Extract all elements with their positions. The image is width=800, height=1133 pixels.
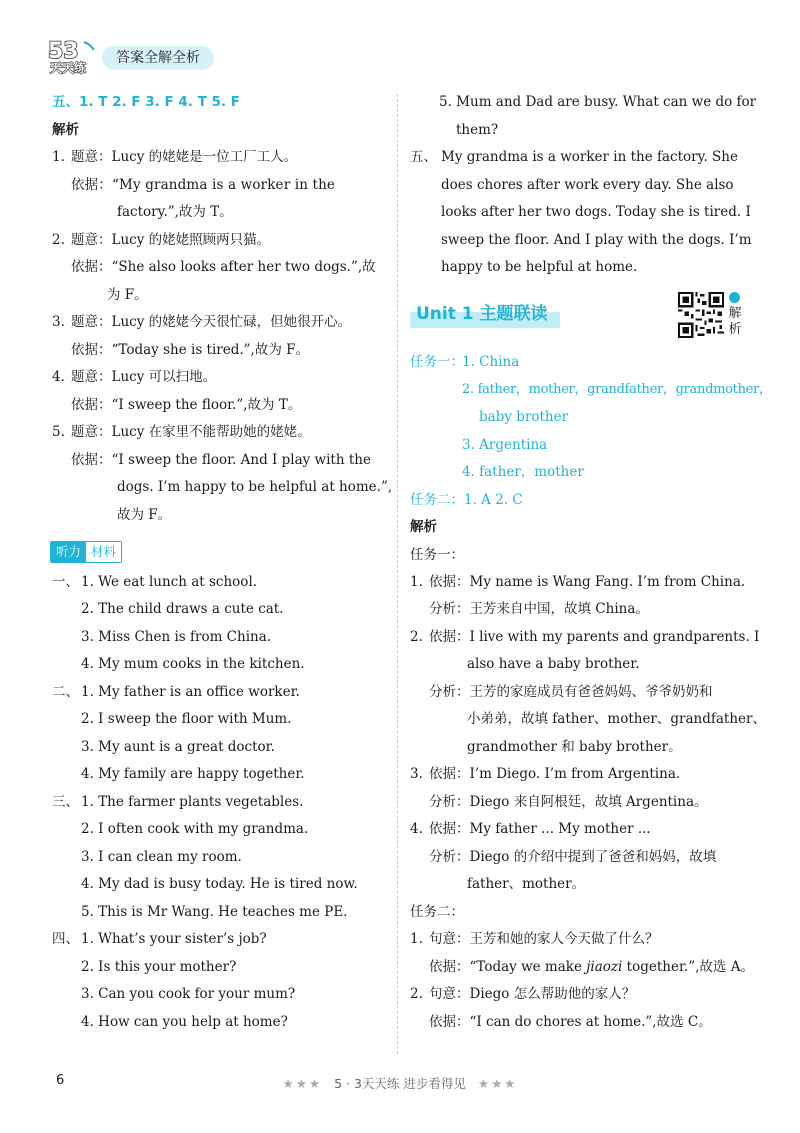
item-basis-cont: factory.”,故为 T。: [117, 204, 233, 220]
item-basis: 依据：“She also looks after her two dogs.”,故: [71, 259, 376, 275]
footer-text: 5 · 3天天练 进步看得见: [334, 1076, 466, 1091]
page-number: 6: [56, 1073, 65, 1088]
item-number: 5.: [52, 424, 65, 440]
item-number: 3.: [52, 314, 65, 330]
listening-line: them?: [456, 122, 499, 138]
listening-line: 2. I often cook with my grandma.: [81, 821, 309, 837]
item-analysis-cont: 小弟弟，故填 father、mother、grandfather、: [467, 711, 766, 727]
basis-italic: jiaozi: [586, 959, 623, 975]
section-label: 三、: [52, 794, 79, 810]
listening-line: 4. My family are happy together.: [81, 766, 305, 782]
section-label: 四、: [52, 931, 79, 947]
passage-line: happy to be helpful at home.: [441, 259, 638, 275]
passage-line: sweep the floor. And I play with the dogs. I’m: [441, 232, 752, 248]
item-basis: 依据：“I sweep the floor. And I play with the: [71, 452, 371, 468]
footer-slogan: [0, 1074, 800, 1092]
passage-line: My grandma is a worker in the factory. She: [441, 149, 738, 165]
footer-stars-right: ★★★: [477, 1076, 518, 1091]
item-analysis: 分析：Diego 来自阿根廷，故填 Argentina。: [429, 794, 708, 810]
analysis-heading: 解析: [52, 122, 79, 138]
item-number: 2.: [410, 986, 423, 1002]
item-meaning: 题意：Lucy 可以扫地。: [71, 369, 217, 385]
listening-material-tag: [50, 541, 122, 563]
item-number: 4.: [410, 821, 423, 837]
listening-line: 3. Miss Chen is from China.: [81, 629, 272, 645]
basis-suffix: together.”,故选 A。: [622, 959, 754, 975]
task-heading: 任务二：: [410, 904, 464, 920]
listening-line: 2. The child draws a cute cat.: [81, 601, 284, 617]
item-number: 1.: [52, 149, 65, 165]
item-analysis: 分析：王芳的家庭成员有爸爸妈妈、爷爷奶奶和: [429, 684, 713, 700]
listening-line: 3. My aunt is a great doctor.: [81, 739, 275, 755]
item-number: 2.: [410, 629, 423, 645]
item-basis: 依据：My name is Wang Fang. I’m from China.: [429, 574, 746, 590]
item-number: 1.: [410, 574, 423, 590]
listening-line: 3. I can clean my room.: [81, 849, 242, 865]
item-analysis-cont: father、mother。: [467, 876, 586, 892]
task-answer: 3. Argentina: [462, 437, 548, 453]
task-answer: 2. father，mother，grandfather，grandmother，: [462, 382, 772, 397]
listening-line: 5. This is Mr Wang. He teaches me PE.: [81, 904, 348, 920]
item-number: 1.: [410, 931, 423, 947]
item-basis: 依据：“I sweep the floor.”,故为 T。: [71, 397, 302, 413]
unit-banner: [410, 302, 560, 328]
item-basis-cont: also have a baby brother.: [467, 656, 640, 672]
column-divider: [397, 94, 398, 1054]
analysis-heading: 解析: [410, 519, 437, 535]
header-pill: 答案全解全析: [102, 46, 214, 70]
listening-line: 4. My mum cooks in the kitchen.: [81, 656, 305, 672]
section-label: 五、: [410, 149, 437, 165]
tag-material: 材料: [86, 542, 121, 562]
listening-line: 4. My dad is busy today. He is tired now.: [81, 876, 358, 892]
section5-answers: 五、1. T 2. F 3. F 4. T 5. F: [52, 94, 240, 110]
svg-text:天天练: 天天练: [50, 61, 87, 75]
task-answer: 4. father，mother: [462, 464, 584, 480]
item-basis: 依据：“Today she is tired.”,故为 F。: [71, 342, 310, 358]
item-basis: 依据：“I can do chores at home.”,故选 C。: [429, 1014, 712, 1030]
item-basis-cont: 为 F。: [107, 287, 148, 303]
listening-line: 1. What’s your sister’s job?: [81, 931, 267, 947]
item-meaning: 题意：Lucy 的姥姥是一位工厂工人。: [71, 149, 298, 165]
item-analysis-cont: grandmother 和 baby brother。: [467, 739, 682, 755]
listening-line: 2. Is this your mother?: [81, 959, 237, 975]
task-label: 任务一：: [410, 354, 464, 370]
info-dot-icon: [729, 292, 740, 303]
listening-line: 1. We eat lunch at school.: [81, 574, 258, 590]
listening-line: 3. Can you cook for your mum?: [81, 986, 296, 1002]
footer-stars-left: ★★★: [282, 1076, 323, 1091]
item-number: 2.: [52, 232, 65, 248]
listening-line: 1. The farmer plants vegetables.: [81, 794, 304, 810]
item-meaning: 题意：Lucy 的姥姥照顾两只猫。: [71, 232, 271, 248]
item-basis: 依据：I’m Diego. I’m from Argentina.: [429, 766, 681, 782]
listening-line: 4. How can you help at home?: [81, 1014, 288, 1030]
listening-line: 5. Mum and Dad are busy. What can we do for: [439, 94, 757, 110]
item-meaning: 题意：Lucy 的姥姥今天很忙碌，但她很开心。: [71, 314, 352, 330]
passage-line: looks after her two dogs. Today she is tired. I: [441, 204, 751, 220]
basis-prefix: 依据：“Today we make: [429, 959, 587, 975]
task-answer: 任务二：1. A 2. C: [410, 492, 523, 508]
task-answer: 1. China: [462, 354, 520, 370]
item-meaning: 题意：Lucy 在家里不能帮助她的姥姥。: [71, 424, 311, 440]
unit-title: Unit 1 主题联读: [416, 304, 548, 324]
item-meaning: 句意：王芳和她的家人今天做了什么？: [429, 931, 659, 947]
item-basis: 依据：I live with my parents and grandparents. I: [429, 629, 760, 645]
listening-line: 2. I sweep the floor with Mum.: [81, 711, 292, 727]
item-basis: 依据：My father ... My mother ...: [429, 821, 651, 837]
tag-listening: 听力: [51, 542, 86, 562]
qr-code-icon[interactable]: [678, 292, 724, 338]
task-heading: 任务一：: [410, 547, 464, 563]
item-meaning: 句意：Diego 怎么帮助他的家人？: [429, 986, 636, 1002]
qr-label: 解析: [728, 306, 742, 337]
svg-text:53: 53: [48, 39, 79, 64]
listening-line: 1. My father is an office worker.: [81, 684, 300, 700]
section-label: 二、: [52, 684, 79, 700]
item-number: 4.: [52, 369, 65, 385]
item-basis: [429, 957, 754, 977]
passage-line: does chores after work every day. She also: [441, 177, 734, 193]
item-basis-cont: 故为 F。: [117, 507, 172, 523]
section-label: 一、: [52, 574, 79, 590]
item-analysis: 分析：Diego 的介绍中提到了爸爸和妈妈，故填: [429, 849, 717, 865]
item-analysis: 分析：王芳来自中国，故填 China。: [429, 601, 649, 617]
item-basis-cont: dogs. I’m happy to be helpful at home.”,: [117, 479, 393, 495]
logo-53: [46, 36, 98, 76]
item-number: 3.: [410, 766, 423, 782]
task-answer: baby brother: [479, 409, 569, 425]
item-basis: 依据：“My grandma is a worker in the: [71, 177, 336, 193]
